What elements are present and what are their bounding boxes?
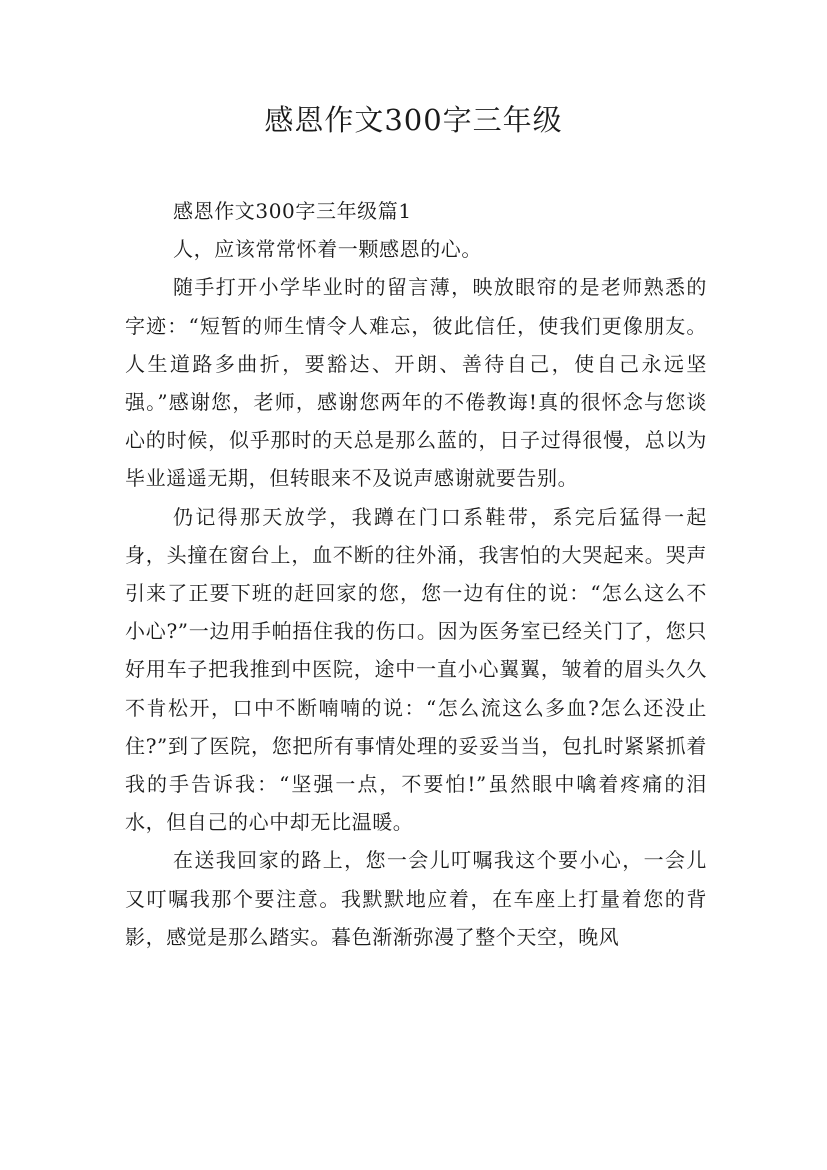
paragraph: 随手打开小学毕业时的留言薄，映放眼帘的是老师熟悉的字迹：“短暂的师生情令人难忘，彼此信任，使我们更像朋友。人生道路多曲折，要豁达、开朗、善待自己，使自己永远坚强。”感谢您，老师，感谢您两年的不倦教诲!真的很怀念与您谈心的时候，似乎那时的天总是那么蓝的，日子过得很慢，总以为毕业遥遥无期，但转眼来不及说声感谢就要告别。 [125, 275, 707, 491]
document-body [125, 192, 707, 956]
paragraph: 在送我回家的路上，您一会儿叮嘱我这个要小心，一会儿又叮嘱我那个要注意。我默默地应着，在车座上打量着您的背影，感觉是那么踏实。暮色渐渐弥漫了整个天空，晚风 [125, 848, 707, 949]
paragraph: 仍记得那天放学，我蹲在门口系鞋带，系完后猛得一起身，头撞在窗台上，血不断的往外涌，我害怕的大哭起来。哭声引来了正要下班的赶回家的您，您一边有住的说：“怎么这么不小心?”一边用手帕捂住我的伤口。因为医务室已经关门了，您只好用车子把我推到中医院，途中一直小心翼翼，皱着的眉头久久不肯松开，口中不断喃喃的说：“怎么流这么多血?怎么还没止住?”到了医院，您把所有事情处理的妥妥当当，包扎时紧紧抓着我的手告诉我：“坚强一点，不要怕!”虽然眼中噙着疼痛的泪水，但自己的心中却无比温暖。 [125, 504, 707, 835]
document-title: 感恩作文300字三年级 [264, 103, 563, 137]
paragraph-intro: 人，应该常常怀着一颗感恩的心。 [173, 237, 482, 262]
section-heading: 感恩作文300字三年级篇1 [173, 199, 412, 223]
